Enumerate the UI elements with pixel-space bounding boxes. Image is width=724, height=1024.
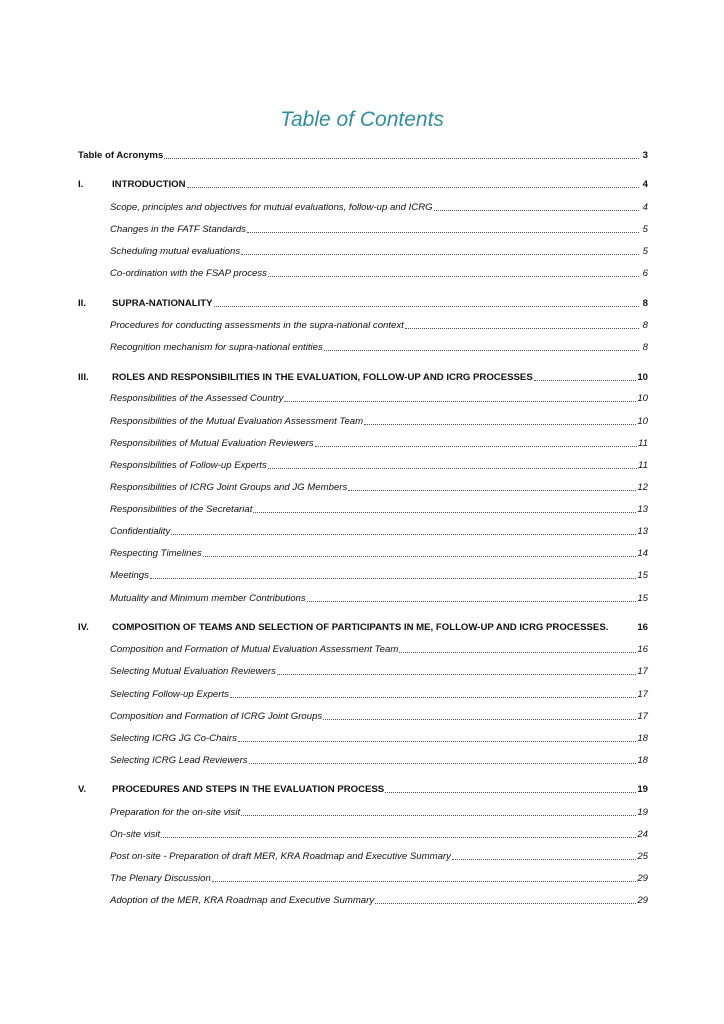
- leader-dots: [268, 275, 639, 277]
- toc-page-number: 10: [637, 372, 648, 383]
- toc-entry-text: Composition and Formation of Mutual Evaluation Assessment Team: [110, 644, 399, 655]
- toc-page-number: 19: [637, 784, 648, 795]
- toc-page-number: 3: [642, 150, 648, 161]
- leader-dots: [405, 327, 639, 329]
- toc-entry-text: Responsibilities of the Secretariat: [110, 504, 253, 515]
- toc-entry-text: Adoption of the MER, KRA Roadmap and Executive Summary: [110, 895, 375, 906]
- toc-entry-text: Selecting Follow-up Experts: [110, 689, 229, 700]
- section-number: V.: [78, 784, 87, 795]
- leader-dots: [164, 157, 639, 159]
- toc-section-2[interactable]: [78, 298, 648, 310]
- toc-entry-text: Recognition mechanism for supra-national entities: [110, 342, 323, 353]
- toc-subentry[interactable]: [110, 755, 648, 767]
- toc-page-number: 25: [637, 851, 648, 862]
- toc-subentry[interactable]: [110, 342, 648, 354]
- toc-entry-text: Procedures for conducting assessments in the supra-national context: [110, 320, 404, 331]
- leader-dots: [315, 445, 637, 447]
- leader-dots: [399, 651, 636, 653]
- toc-page-number: 5: [642, 224, 648, 235]
- toc-page-number: 8: [642, 320, 648, 331]
- toc-entry-text: Confidentiality: [110, 526, 171, 537]
- toc-entry-text: Selecting ICRG JG Co-Chairs: [110, 733, 237, 744]
- leader-dots: [203, 555, 637, 557]
- section-number: IV.: [78, 622, 89, 633]
- page-title: Table of Contents: [280, 108, 444, 131]
- toc-page-number: 14: [637, 548, 648, 559]
- toc-page-number: 8: [642, 298, 648, 309]
- toc-entry-text: Meetings: [110, 570, 149, 581]
- leader-dots: [238, 740, 636, 742]
- toc-page-number: 11: [638, 460, 648, 471]
- toc-subentry[interactable]: [110, 202, 648, 214]
- toc-subentry[interactable]: [110, 829, 648, 841]
- toc-page-number: 29: [637, 895, 648, 906]
- toc-subentry[interactable]: [110, 268, 648, 280]
- leader-dots: [249, 762, 637, 764]
- leader-dots: [214, 305, 639, 307]
- toc-subentry[interactable]: [110, 504, 648, 516]
- toc-entry-text: Respecting Timelines: [110, 548, 202, 559]
- toc-entry-text: Responsibilities of the Assessed Country: [110, 393, 284, 404]
- leader-dots: [534, 379, 637, 381]
- section-number: III.: [78, 372, 89, 383]
- leader-dots: [161, 836, 636, 838]
- toc-entry-text: Co-ordination with the FSAP process: [110, 268, 267, 279]
- leader-dots: [323, 718, 636, 720]
- toc-subentry[interactable]: [110, 393, 648, 405]
- toc-page-number: 11: [638, 438, 648, 449]
- toc-page-number: 19: [637, 807, 648, 818]
- toc-page-number: 10: [637, 393, 648, 404]
- toc-entry-text: Selecting Mutual Evaluation Reviewers: [110, 666, 276, 677]
- toc-subentry[interactable]: [110, 246, 648, 258]
- toc-page-number: 12: [637, 482, 648, 493]
- toc-subentry[interactable]: [110, 644, 648, 656]
- leader-dots: [212, 880, 637, 882]
- toc-page-number: 8: [642, 342, 648, 353]
- toc-entry-text: Responsibilities of Follow-up Experts: [110, 460, 267, 471]
- toc-page-number: 18: [637, 755, 648, 766]
- toc-section-5[interactable]: [78, 784, 648, 796]
- toc-subentry[interactable]: [110, 320, 648, 332]
- toc-subentry[interactable]: [110, 416, 648, 428]
- toc-subentry[interactable]: [110, 733, 648, 745]
- leader-dots: [284, 400, 636, 402]
- leader-dots: [348, 489, 636, 491]
- leader-dots: [247, 231, 639, 233]
- leader-dots: [187, 186, 639, 188]
- toc-subentry[interactable]: [110, 482, 648, 494]
- toc-section-1[interactable]: [78, 179, 648, 191]
- section-number: I.: [78, 179, 84, 190]
- toc-subentry[interactable]: [110, 570, 648, 582]
- leader-dots: [230, 696, 636, 698]
- toc-page-number: 18: [637, 733, 648, 744]
- toc-page-number: 4: [642, 202, 648, 213]
- toc-section-4[interactable]: [78, 622, 648, 634]
- toc-page-number: 17: [637, 711, 648, 722]
- toc-page-number: 15: [637, 593, 648, 604]
- toc-entry-text: Preparation for the on-site visit: [110, 807, 241, 818]
- leader-dots: [150, 577, 636, 579]
- toc-subentry[interactable]: [110, 689, 648, 701]
- toc-entry-text: Responsibilities of ICRG Joint Groups and JG Members: [110, 482, 348, 493]
- toc-entry-text: Table of Acronyms: [78, 150, 164, 161]
- toc-entry-text: Scope, principles and objectives for mutual evaluations, follow-up and ICRG: [110, 202, 433, 213]
- toc-entry-text: Mutuality and Minimum member Contributions: [110, 593, 306, 604]
- section-title: ROLES AND RESPONSIBILITIES IN THE EVALUATION, FOLLOW-UP AND ICRG PROCESSES: [112, 372, 533, 383]
- toc-entry-text: Post on-site - Preparation of draft MER, KRA Roadmap and Executive Summary: [110, 851, 451, 862]
- toc-page-number: 5: [642, 246, 648, 257]
- toc-subentry[interactable]: [110, 438, 648, 450]
- toc-entry-text: The Plenary Discussion: [110, 873, 211, 884]
- section-title: SUPRA-NATIONALITY: [112, 298, 213, 309]
- toc-entry-acronyms[interactable]: [78, 150, 648, 162]
- toc-entry-text: Scheduling mutual evaluations: [110, 246, 241, 257]
- toc-page-number: 16: [637, 644, 648, 655]
- toc-subentry[interactable]: [110, 526, 648, 538]
- toc-entry-text: Responsibilities of the Mutual Evaluation Assessment Team: [110, 416, 364, 427]
- leader-dots: [375, 902, 636, 904]
- toc-page-number: 13: [637, 526, 648, 537]
- toc-page-number: 17: [637, 666, 648, 677]
- section-number: II.: [78, 298, 86, 309]
- toc-entry-text: Composition and Formation of ICRG Joint Groups: [110, 711, 323, 722]
- leader-dots: [277, 673, 636, 675]
- toc-page-number: 16: [637, 622, 648, 633]
- toc-subentry[interactable]: [110, 807, 648, 819]
- section-title: PROCEDURES AND STEPS IN THE EVALUATION PROCESS: [112, 784, 385, 795]
- toc-subentry[interactable]: [110, 895, 648, 907]
- toc-page-number: 10: [637, 416, 648, 427]
- toc-page-number: 24: [637, 829, 648, 840]
- toc-subentry[interactable]: [110, 593, 648, 605]
- toc-page-number: 13: [637, 504, 648, 515]
- leader-dots: [434, 209, 639, 211]
- leader-dots: [385, 791, 636, 793]
- toc-entry-text: Changes in the FATF Standards: [110, 224, 246, 235]
- toc-subentry[interactable]: [110, 548, 648, 560]
- toc-entry-text: Selecting ICRG Lead Reviewers: [110, 755, 248, 766]
- leader-dots: [253, 511, 636, 513]
- leader-dots: [268, 467, 637, 469]
- leader-dots: [364, 423, 636, 425]
- toc-page-number: 4: [642, 179, 648, 190]
- section-title: INTRODUCTION: [112, 179, 186, 190]
- toc-subentry[interactable]: [110, 460, 648, 472]
- toc-section-3[interactable]: [78, 372, 648, 384]
- toc-subentry[interactable]: [110, 666, 648, 678]
- toc-page-number: 6: [642, 268, 648, 279]
- toc-subentry[interactable]: [110, 873, 648, 885]
- toc-subentry[interactable]: [110, 711, 648, 723]
- toc-entry-text: On-site visit: [110, 829, 161, 840]
- leader-dots: [452, 858, 636, 860]
- leader-dots: [241, 814, 636, 816]
- section-title: COMPOSITION OF TEAMS AND SELECTION OF PARTICIPANTS IN ME, FOLLOW-UP AND ICRG PROCESSES.: [112, 622, 609, 633]
- leader-dots: [241, 253, 639, 255]
- toc-subentry[interactable]: [110, 851, 648, 863]
- toc-entry-text: Responsibilities of Mutual Evaluation Reviewers: [110, 438, 314, 449]
- leader-dots: [324, 349, 639, 351]
- leader-dots: [307, 600, 637, 602]
- toc-page-number: 15: [637, 570, 648, 581]
- toc-page-number: 29: [637, 873, 648, 884]
- toc-page-number: 17: [637, 689, 648, 700]
- leader-dots: [171, 533, 636, 535]
- toc-subentry[interactable]: [110, 224, 648, 236]
